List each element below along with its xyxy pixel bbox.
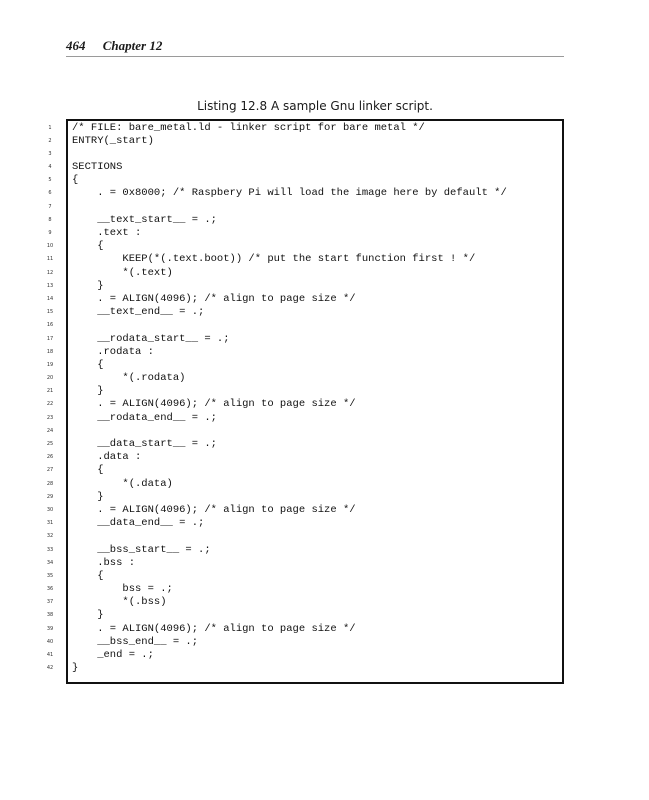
- line-number: 13: [46, 282, 54, 289]
- line-number: 23: [46, 414, 54, 421]
- line-number: 22: [46, 401, 54, 408]
- code-line: }: [72, 490, 104, 503]
- line-number: 15: [46, 309, 54, 316]
- line-number: 30: [46, 506, 54, 513]
- line-number: 17: [46, 335, 54, 342]
- code-line: SECTIONS: [72, 161, 123, 174]
- code-line: bss = .;: [72, 583, 173, 596]
- code-line: .rodata :: [72, 345, 154, 358]
- line-number: 35: [46, 572, 54, 579]
- line-number: 8: [48, 216, 52, 223]
- running-head: [66, 38, 564, 54]
- code-line: .bss :: [72, 556, 136, 569]
- code-line: {: [72, 240, 104, 253]
- line-number: 21: [46, 388, 54, 395]
- code-line: }: [72, 385, 104, 398]
- code-line: .text :: [72, 227, 142, 239]
- code-line: _end = .;: [72, 649, 154, 661]
- code-line: }: [72, 279, 104, 292]
- line-number: 10: [46, 243, 54, 250]
- code-line: [72, 319, 558, 332]
- code-line: {: [72, 569, 104, 582]
- line-number-gutter: [38, 122, 62, 676]
- code-line: *(.text): [72, 266, 173, 279]
- line-number: 31: [46, 520, 54, 527]
- listing-caption: Listing 12.8 A sample Gnu linker script.: [197, 99, 433, 113]
- line-number: 33: [46, 546, 54, 553]
- page-number: 464: [66, 38, 86, 53]
- code-line: *(.rodata): [72, 372, 186, 385]
- code-line: . = ALIGN(4096); /* align to page size */: [72, 622, 356, 635]
- line-number: 19: [46, 361, 54, 368]
- line-number: 40: [46, 638, 54, 645]
- code-line: . = ALIGN(4096); /* align to page size */: [72, 398, 356, 411]
- code-line: /* FILE: bare_metal.ld - linker script for bare metal */: [72, 121, 425, 134]
- code-line: __data_end__ = .;: [72, 517, 205, 530]
- code-line: {: [72, 464, 104, 477]
- code-line: KEEP(*(.text.boot)) /* put the start function first ! */: [72, 253, 476, 266]
- line-number: 6: [48, 190, 52, 197]
- line-number: 16: [46, 322, 54, 329]
- line-number: 9: [48, 230, 52, 236]
- code-line: *(.bss): [72, 596, 167, 609]
- line-number: 25: [46, 441, 54, 447]
- line-number: 2: [48, 137, 52, 144]
- code-line: *(.data): [72, 477, 173, 490]
- code-line: {: [72, 358, 104, 371]
- line-number: 7: [48, 203, 52, 210]
- code-line: [72, 201, 558, 214]
- code-line: __text_end__ = .;: [72, 306, 205, 319]
- code-line: . = ALIGN(4096); /* align to page size */: [72, 503, 356, 516]
- code-line: .data :: [72, 451, 142, 464]
- code-line: [72, 530, 558, 543]
- line-number: 29: [46, 493, 54, 500]
- code-line: {: [72, 174, 79, 187]
- line-number: 42: [46, 665, 54, 672]
- line-number: 28: [46, 480, 54, 487]
- line-number: 11: [46, 256, 54, 263]
- code-line: . = ALIGN(4096); /* align to page size */: [72, 292, 356, 305]
- code-line: }: [72, 609, 104, 622]
- line-number: 38: [46, 612, 54, 619]
- line-number: 1: [48, 124, 52, 131]
- code-line: __rodata_start__ = .;: [72, 332, 230, 345]
- code-line: __text_start__ = .;: [72, 213, 217, 226]
- code-line: [72, 148, 558, 161]
- line-number: 37: [46, 599, 54, 606]
- line-number: 32: [46, 533, 54, 540]
- code-line: . = 0x8000; /* Raspbery Pi will load the image here by default */: [72, 187, 507, 200]
- line-number: 24: [46, 427, 54, 434]
- line-number: 20: [46, 375, 54, 382]
- line-number: 27: [46, 467, 54, 474]
- code-line: ENTRY(_start): [72, 134, 154, 147]
- line-number: 5: [48, 177, 52, 184]
- line-number: 3: [48, 150, 52, 157]
- code-line: __bss_start__ = .;: [72, 543, 211, 556]
- line-number: 4: [48, 164, 52, 171]
- line-number: 34: [46, 559, 54, 566]
- code-line: }: [72, 662, 79, 675]
- code-line: __bss_end__ = .;: [72, 635, 199, 648]
- code-line: [72, 425, 558, 438]
- header-rule: [66, 56, 564, 57]
- line-number: 14: [46, 295, 54, 302]
- chapter-title: Chapter 12: [102, 38, 163, 53]
- line-number: 12: [46, 269, 54, 276]
- code-line: __data_start__ = .;: [72, 438, 217, 450]
- line-number: 26: [46, 454, 54, 461]
- line-number: 36: [46, 586, 54, 593]
- line-number: 41: [46, 652, 54, 658]
- line-number: 18: [46, 348, 54, 355]
- code-listing: [72, 122, 558, 676]
- line-number: 39: [46, 625, 54, 632]
- code-line: __rodata_end__ = .;: [72, 411, 217, 424]
